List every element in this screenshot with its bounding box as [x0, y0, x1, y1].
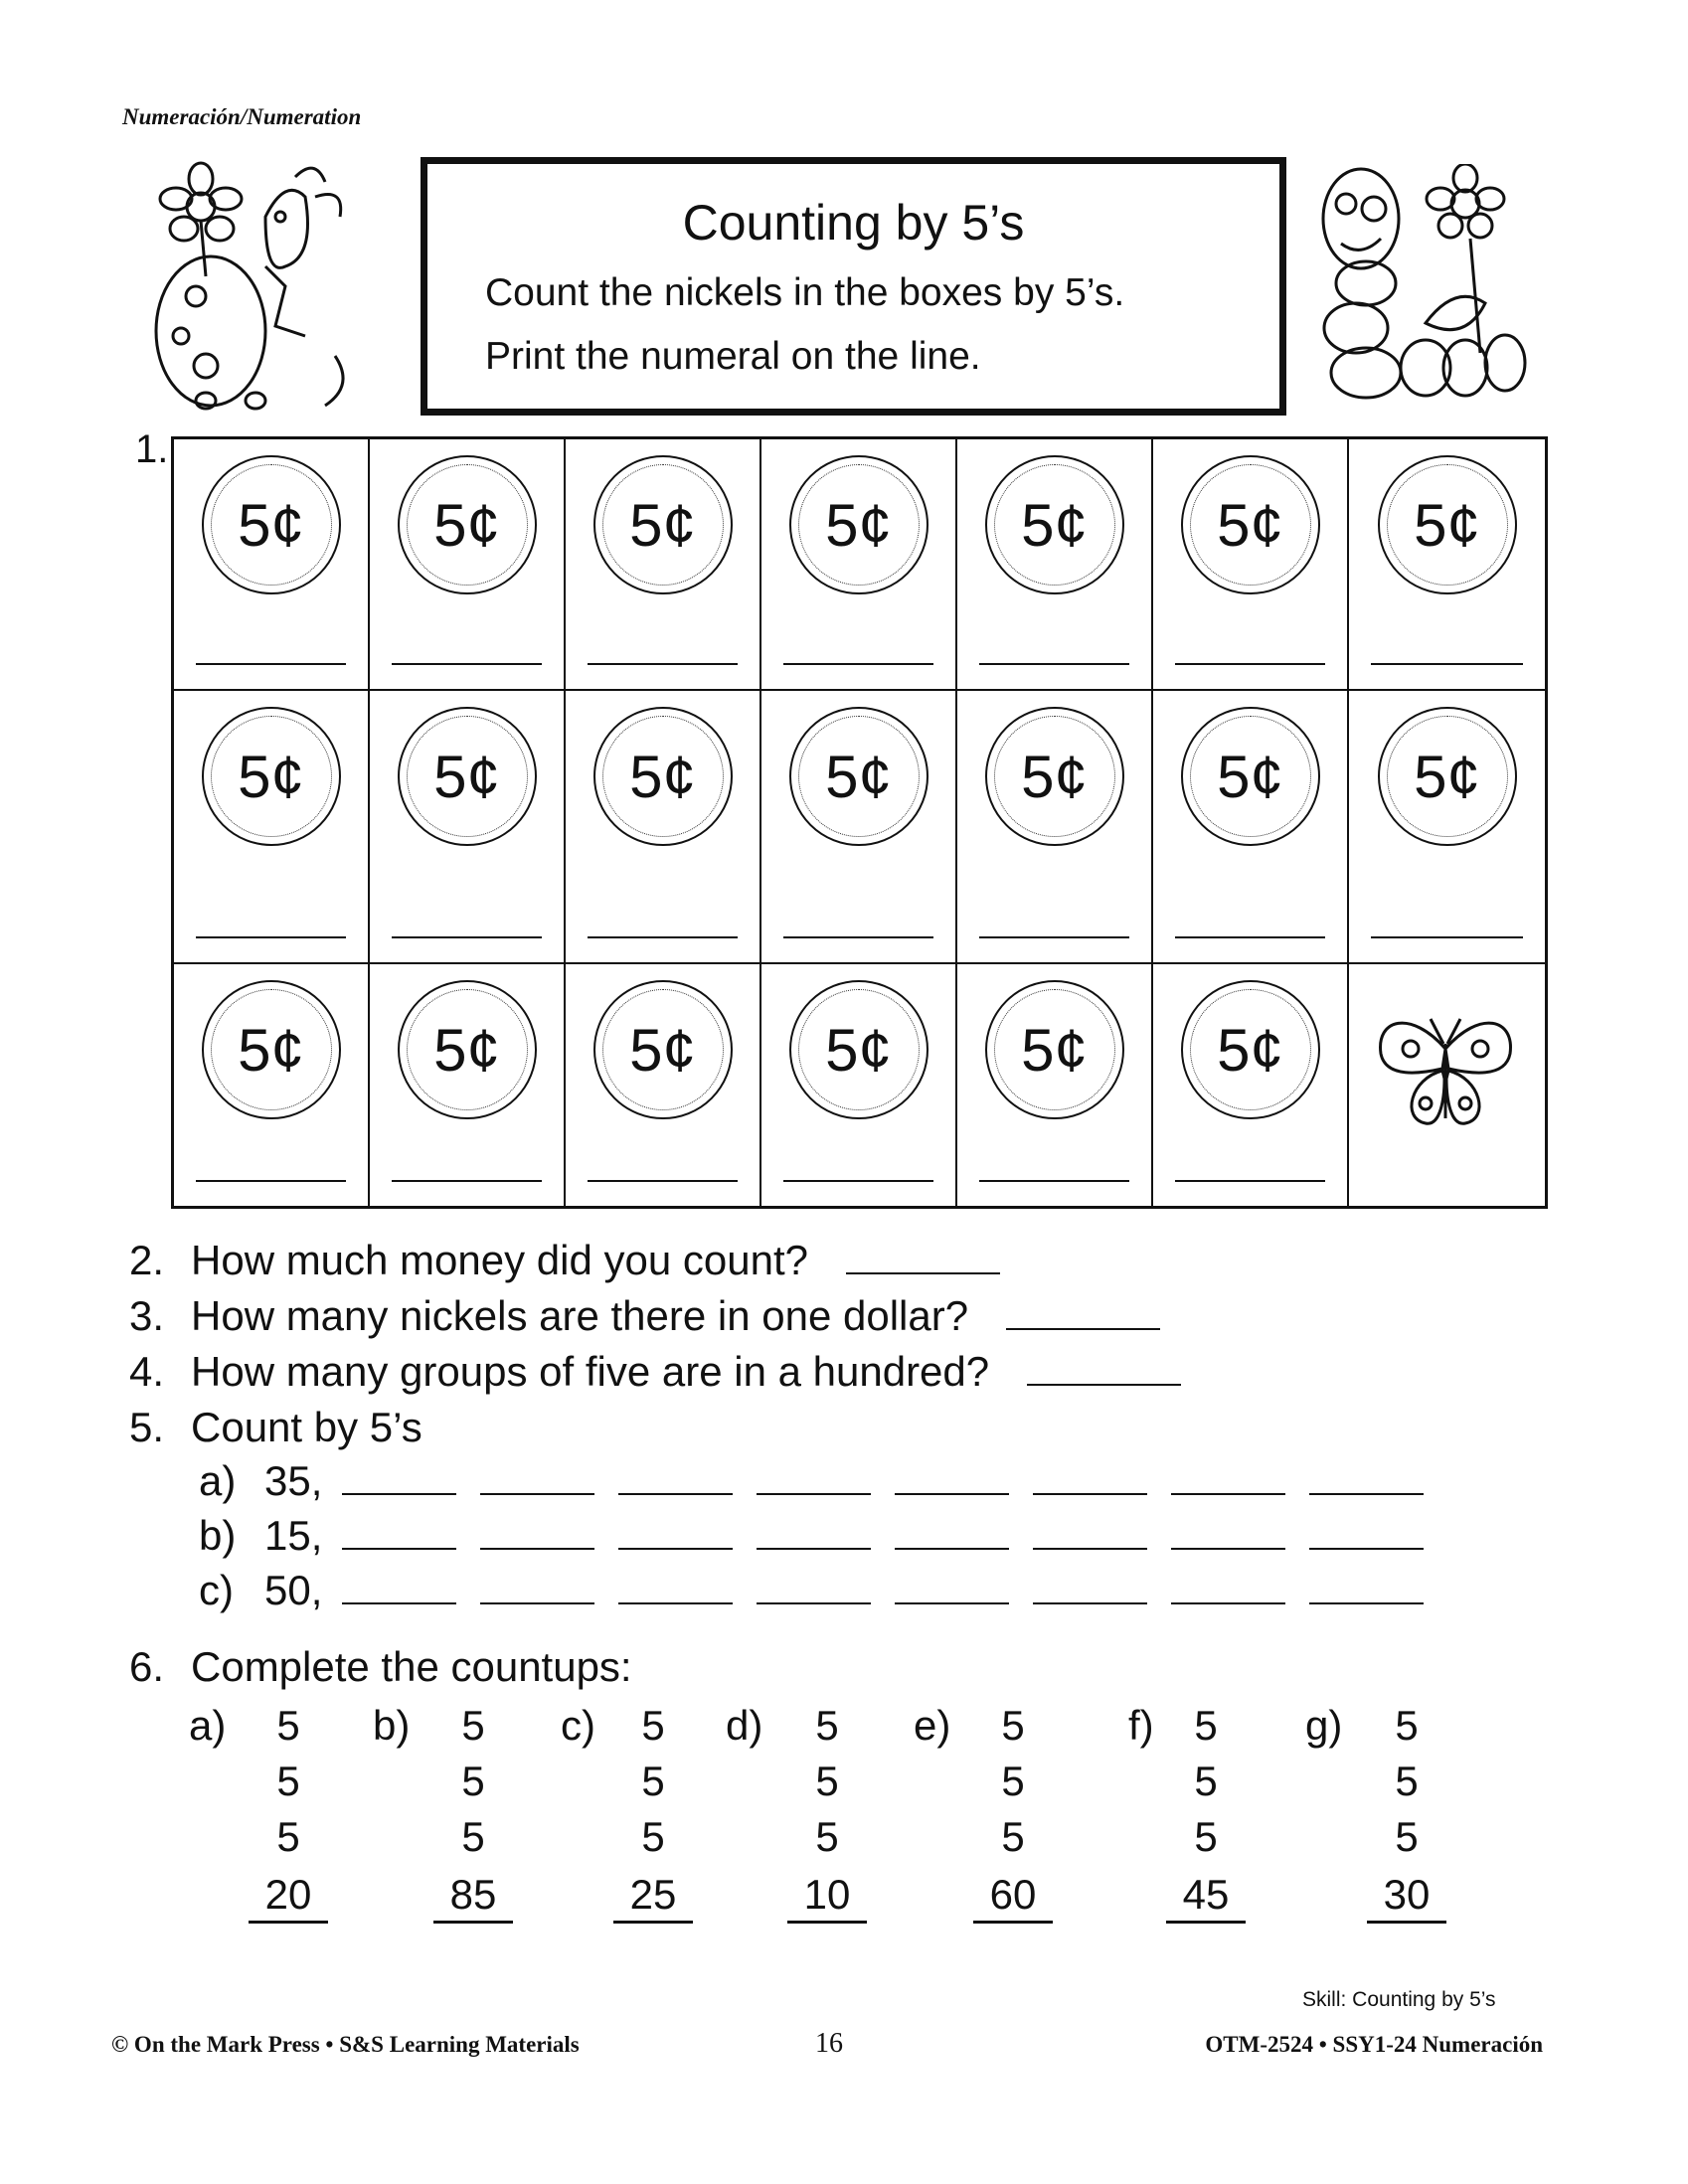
countup-addend: 5	[1001, 1758, 1025, 1804]
footer-copyright: © On the Mark Press • S&S Learning Materials	[111, 2032, 580, 2057]
countup-addend: 5	[641, 1758, 665, 1804]
grid-cell	[957, 964, 1153, 1206]
grid-cell	[566, 964, 761, 1206]
worksheet-title: Counting by 5’s	[682, 195, 1025, 251]
grid-cell	[174, 439, 370, 691]
grid-cell	[566, 439, 761, 691]
answer-line[interactable]	[783, 936, 933, 938]
question-2	[129, 1233, 1181, 1288]
question-text: Complete the countups:	[191, 1643, 632, 1690]
instructions-box	[421, 157, 1286, 416]
answer-line[interactable]	[1171, 1602, 1285, 1604]
countup-addend: 5	[276, 1813, 300, 1860]
countup-total: 10	[787, 1869, 867, 1924]
nickel-coin	[202, 980, 341, 1119]
coin-label: 5¢	[629, 1016, 696, 1084]
nickel-coin	[789, 707, 928, 846]
answer-line[interactable]	[196, 936, 346, 938]
answer-line[interactable]	[1371, 936, 1523, 938]
countup-addend: 5	[815, 1813, 839, 1860]
countup-addend: 5	[276, 1702, 300, 1749]
grid-cell	[761, 964, 957, 1206]
coin-label: 5¢	[1217, 491, 1283, 559]
answer-line[interactable]	[1006, 1328, 1160, 1330]
start-value: 35,	[264, 1457, 323, 1504]
row-label: c)	[199, 1567, 234, 1613]
countup-addend: 5	[1001, 1702, 1025, 1749]
answer-line[interactable]	[979, 1180, 1129, 1182]
countup-addend: 5	[1194, 1702, 1218, 1749]
answer-line[interactable]	[895, 1493, 1009, 1495]
nickel-coin	[985, 707, 1124, 846]
answer-line[interactable]	[392, 1180, 542, 1182]
countup-addend: 5	[641, 1702, 665, 1749]
answer-line[interactable]	[196, 663, 346, 665]
question-number: 6.	[129, 1643, 165, 1690]
grid-cell	[957, 439, 1153, 691]
answer-line[interactable]	[1033, 1602, 1147, 1604]
coin-label: 5¢	[1021, 1016, 1088, 1084]
countup-label: g)	[1305, 1702, 1343, 1749]
coin-label: 5¢	[825, 491, 892, 559]
question-3	[129, 1288, 1181, 1344]
countup-addend: 5	[1194, 1758, 1218, 1804]
answer-line[interactable]	[757, 1493, 871, 1495]
question-number: 5.	[129, 1404, 165, 1450]
question-text: How many groups of five are in a hundred?	[191, 1348, 990, 1395]
answer-line[interactable]	[480, 1602, 594, 1604]
nickel-coin	[985, 980, 1124, 1119]
countup-label: d)	[726, 1702, 763, 1749]
nickel-coin	[202, 455, 341, 594]
answer-line[interactable]	[895, 1548, 1009, 1550]
answer-line[interactable]	[196, 1180, 346, 1182]
countup-addend: 5	[1194, 1813, 1218, 1860]
countup-addend: 5	[1395, 1758, 1419, 1804]
count-row	[199, 1563, 1424, 1617]
countup-addend: 5	[1001, 1813, 1025, 1860]
nickel-coin	[202, 707, 341, 846]
countup-addend: 5	[1395, 1813, 1419, 1860]
nickel-coin	[1181, 980, 1320, 1119]
answer-line[interactable]	[1371, 663, 1523, 665]
butterfly-icon	[1371, 1009, 1520, 1138]
start-value: 15,	[264, 1512, 323, 1559]
skill-label: Skill: Counting by 5’s	[1302, 1988, 1496, 2011]
answer-line[interactable]	[342, 1493, 456, 1495]
countup-total: 85	[433, 1869, 513, 1924]
row-label: a)	[199, 1457, 237, 1504]
answer-line[interactable]	[392, 663, 542, 665]
answer-line[interactable]	[895, 1602, 1009, 1604]
answer-line[interactable]	[979, 936, 1129, 938]
coin-label: 5¢	[1414, 743, 1480, 810]
countup-addend: 5	[641, 1813, 665, 1860]
countup-addend: 5	[461, 1702, 485, 1749]
countup-total: 30	[1367, 1869, 1446, 1924]
nickel-coin	[1181, 707, 1320, 846]
countup-addend: 5	[1395, 1702, 1419, 1749]
countup-total: 45	[1166, 1869, 1246, 1924]
answer-line[interactable]	[783, 663, 933, 665]
answer-line[interactable]	[783, 1180, 933, 1182]
answer-line[interactable]	[1033, 1493, 1147, 1495]
question-number: 2.	[129, 1237, 165, 1283]
answer-line[interactable]	[979, 663, 1129, 665]
countup-total: 25	[613, 1869, 693, 1924]
answer-line[interactable]	[1171, 1493, 1285, 1495]
nickel-coin	[1181, 455, 1320, 594]
coin-label: 5¢	[1414, 491, 1480, 559]
page-number: 16	[815, 2028, 843, 2059]
countup-label: e)	[914, 1702, 951, 1749]
nickel-coin	[789, 980, 928, 1119]
grid-cell	[174, 964, 370, 1206]
answer-line[interactable]	[757, 1548, 871, 1550]
count-row	[199, 1453, 1424, 1508]
nickel-coin	[398, 707, 537, 846]
coin-label: 5¢	[433, 491, 500, 559]
answer-line[interactable]	[480, 1493, 594, 1495]
question-text: How many nickels are there in one dollar?	[191, 1292, 969, 1339]
grid-cell	[1349, 964, 1545, 1206]
countup-addend: 5	[815, 1702, 839, 1749]
coin-label: 5¢	[433, 743, 500, 810]
answer-line[interactable]	[342, 1602, 456, 1604]
question-6	[129, 1643, 632, 1691]
coin-label: 5¢	[629, 491, 696, 559]
answer-line[interactable]	[1175, 936, 1325, 938]
start-value: 50,	[264, 1567, 323, 1613]
nickel-coin	[593, 980, 733, 1119]
question-4	[129, 1344, 1181, 1400]
answer-line[interactable]	[1027, 1384, 1181, 1386]
countup-addend: 5	[461, 1813, 485, 1860]
answer-line[interactable]	[1309, 1493, 1424, 1495]
answer-line[interactable]	[1175, 1180, 1325, 1182]
nickel-coin	[985, 455, 1124, 594]
nickel-coin	[1378, 455, 1517, 594]
question-5	[129, 1400, 1181, 1455]
answer-line[interactable]	[757, 1602, 871, 1604]
coin-label: 5¢	[433, 1016, 500, 1084]
question-text: How much money did you count?	[191, 1237, 808, 1283]
answer-line[interactable]	[342, 1548, 456, 1550]
countup-addend: 5	[276, 1758, 300, 1804]
nickel-coin	[398, 455, 537, 594]
answer-line[interactable]	[588, 936, 738, 938]
grid-cell	[1153, 439, 1349, 691]
count-row	[199, 1508, 1424, 1563]
coin-label: 5¢	[1217, 1016, 1283, 1084]
answer-line[interactable]	[1309, 1602, 1424, 1604]
coin-label: 5¢	[238, 743, 304, 810]
countup-total: 20	[249, 1869, 328, 1924]
caterpillar-flower-illustration-icon	[1316, 164, 1535, 403]
answer-line[interactable]	[588, 1180, 738, 1182]
countup-label: f)	[1128, 1702, 1154, 1749]
answer-line[interactable]	[618, 1548, 733, 1550]
answer-line[interactable]	[480, 1548, 594, 1550]
countup-addend: 5	[461, 1758, 485, 1804]
nickel-coin	[1378, 707, 1517, 846]
coin-label: 5¢	[825, 1016, 892, 1084]
grid-cell	[761, 439, 957, 691]
grid-cell	[1349, 439, 1545, 691]
bug-flower-illustration-icon	[146, 157, 377, 411]
countup-label: a)	[189, 1702, 227, 1749]
answer-line[interactable]	[1171, 1548, 1285, 1550]
nickel-coin	[593, 455, 733, 594]
countup-addend: 5	[815, 1758, 839, 1804]
coin-label: 5¢	[825, 743, 892, 810]
coin-label: 5¢	[629, 743, 696, 810]
coin-label: 5¢	[238, 1016, 304, 1084]
question-text: Count by 5’s	[191, 1404, 422, 1450]
grid-cell	[370, 439, 566, 691]
countup-total: 60	[973, 1869, 1053, 1924]
answer-line[interactable]	[1309, 1548, 1424, 1550]
footer-code: OTM-2524 • SSY1-24 Numeración	[1205, 2032, 1543, 2057]
grid-cell	[1153, 964, 1349, 1206]
exercise-1-number: 1.	[135, 427, 169, 471]
answer-line[interactable]	[588, 663, 738, 665]
count-by-5-list	[199, 1453, 1424, 1617]
question-number: 3.	[129, 1292, 165, 1339]
coin-label: 5¢	[238, 491, 304, 559]
countup-label: c)	[561, 1702, 595, 1749]
grid-cell	[370, 964, 566, 1206]
answer-line[interactable]	[618, 1602, 733, 1604]
grid-cell	[1349, 691, 1545, 964]
nickel-coin	[593, 707, 733, 846]
instruction-line-2: Print the numeral on the line.	[485, 335, 981, 378]
questions-list	[129, 1233, 1181, 1455]
answer-line[interactable]	[1175, 663, 1325, 665]
grid-cell	[370, 691, 566, 964]
coin-label: 5¢	[1021, 743, 1088, 810]
nickel-grid	[171, 436, 1548, 1209]
nickel-coin	[398, 980, 537, 1119]
coin-label: 5¢	[1217, 743, 1283, 810]
nickel-coin	[789, 455, 928, 594]
instruction-line-1: Count the nickels in the boxes by 5’s.	[485, 271, 1125, 314]
section-heading: Numeración/Numeration	[122, 104, 362, 129]
grid-cell	[1153, 691, 1349, 964]
coin-label: 5¢	[1021, 491, 1088, 559]
grid-cell	[761, 691, 957, 964]
answer-line[interactable]	[392, 936, 542, 938]
question-number: 4.	[129, 1348, 165, 1395]
grid-cell	[566, 691, 761, 964]
grid-cell	[957, 691, 1153, 964]
answer-line[interactable]	[846, 1272, 1000, 1274]
answer-line[interactable]	[1033, 1548, 1147, 1550]
grid-cell	[174, 691, 370, 964]
answer-line[interactable]	[618, 1493, 733, 1495]
row-label: b)	[199, 1512, 237, 1559]
countup-label: b)	[373, 1702, 411, 1749]
